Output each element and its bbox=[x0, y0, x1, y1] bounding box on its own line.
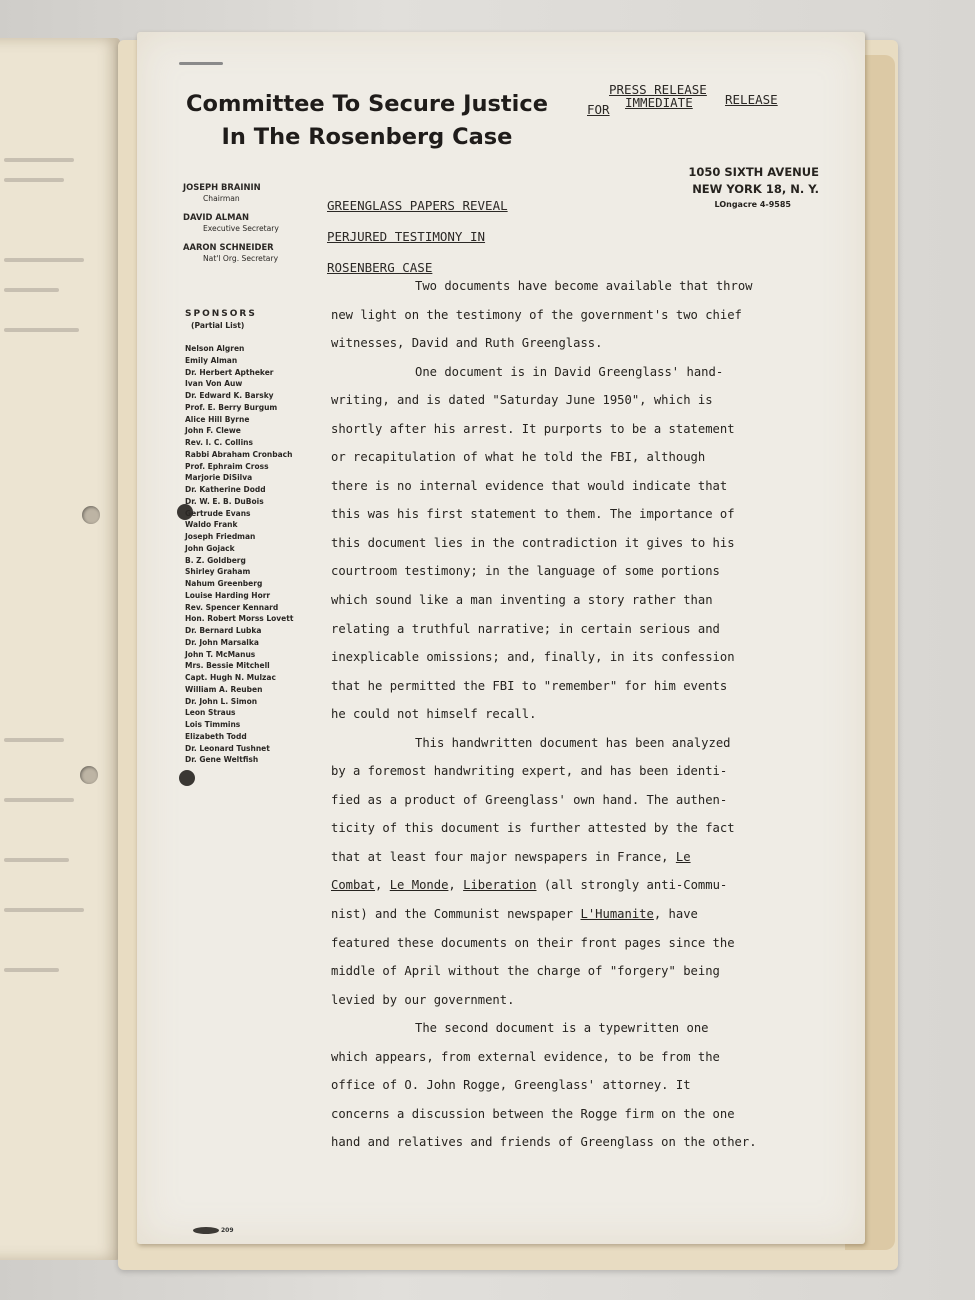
headline-text: PERJURED TESTIMONY IN bbox=[327, 229, 486, 244]
sponsor-list bbox=[185, 343, 315, 766]
faded-text-line bbox=[4, 178, 64, 182]
officer-name: JOSEPH BRAININ bbox=[183, 182, 261, 192]
press-release-release: RELEASE bbox=[725, 92, 778, 107]
press-release-stamp bbox=[583, 82, 783, 132]
punch-hole bbox=[82, 506, 100, 524]
body-line: featured these documents on their front pages since the bbox=[331, 935, 735, 950]
staple bbox=[179, 62, 223, 65]
press-release-immediate: IMMEDIATE bbox=[625, 95, 693, 110]
sponsor-name: Dr. Bernard Lubka bbox=[185, 626, 262, 635]
punch-hole bbox=[179, 770, 195, 786]
officer-role: Executive Secretary bbox=[203, 224, 279, 233]
body-line: there is no internal evidence that would indicate that bbox=[331, 478, 728, 493]
body-line: hand and relatives and friends of Greenglass on the other. bbox=[331, 1135, 757, 1150]
body-text-span: that at least four major newspapers in France, bbox=[331, 849, 669, 864]
organization-title-line2: In The Rosenberg Case bbox=[221, 124, 513, 150]
body-line: fied as a product of Greenglass' own hand. The authen- bbox=[331, 792, 728, 807]
faded-text-line bbox=[4, 288, 59, 292]
sponsor-name: Dr. W. E. B. DuBois bbox=[185, 496, 264, 506]
officer-role: Chairman bbox=[203, 194, 240, 203]
body-text-span: nist) and the Communist newspaper bbox=[331, 907, 574, 922]
newspaper-title: Liberation bbox=[463, 878, 537, 893]
body-line: office of O. John Rogge, Greenglass' attorney. It bbox=[331, 1078, 691, 1093]
sponsor-name: Alice Hill Byrne bbox=[185, 414, 250, 424]
body-text-span: , bbox=[448, 878, 456, 893]
body-line: witnesses, David and Ruth Greenglass. bbox=[331, 336, 603, 351]
sponsor-name: Hon. Robert Morss Lovett bbox=[185, 614, 294, 624]
sponsor-name: Lois Timmins bbox=[185, 720, 241, 729]
press-release-page bbox=[137, 32, 865, 1244]
headline-line bbox=[327, 227, 557, 258]
officer-entry bbox=[183, 212, 313, 234]
sponsor-name: William A. Reuben bbox=[185, 684, 263, 694]
faded-text-line bbox=[4, 738, 64, 742]
officer-entry bbox=[183, 242, 313, 264]
sponsor-name: Capt. Hugh N. Mulzac bbox=[185, 673, 276, 682]
facing-page bbox=[0, 38, 120, 1260]
headline-line bbox=[327, 196, 557, 227]
sponsor-name: Prof. E. Berry Burgum bbox=[185, 402, 278, 412]
address-block bbox=[683, 164, 819, 212]
sponsor-name: Dr. Katherine Dodd bbox=[185, 485, 266, 494]
address-city: NEW YORK 18, N. Y. bbox=[692, 182, 819, 196]
body-line: The second document is a typewritten one bbox=[415, 1021, 709, 1036]
sponsor-name: Louise Harding Horr bbox=[185, 590, 271, 600]
body-line: he could not himself recall. bbox=[331, 707, 537, 722]
officer-name: AARON SCHNEIDER bbox=[183, 242, 274, 252]
body-line: writing, and is dated "Saturday June 1950", which is bbox=[331, 393, 713, 408]
sponsor-name: Leon Straus bbox=[185, 708, 236, 718]
body-text-span: , have bbox=[653, 907, 698, 922]
sponsor-name: Dr. John L. Simon bbox=[185, 696, 258, 706]
headline-text: GREENGLASS PAPERS REVEAL bbox=[327, 198, 508, 213]
body-line bbox=[331, 843, 811, 872]
officer-role: Nat'l Org. Secretary bbox=[203, 254, 279, 263]
faded-text-line bbox=[4, 908, 84, 912]
faded-text-line bbox=[4, 258, 84, 262]
faded-text-line bbox=[4, 968, 59, 972]
sponsor-name: Waldo Frank bbox=[185, 520, 238, 530]
sponsor-name: Rabbi Abraham Cronbach bbox=[185, 449, 293, 459]
body-line: Two documents have become available that throw bbox=[415, 279, 753, 293]
body-text bbox=[331, 272, 811, 1157]
sponsor-name: Prof. Ephraim Cross bbox=[185, 461, 269, 471]
sponsor-name: Nelson Algren bbox=[185, 344, 245, 353]
sponsor-name: Dr. Gene Weltfish bbox=[185, 755, 259, 765]
faded-text-line bbox=[4, 158, 74, 162]
sponsor-name: Shirley Graham bbox=[185, 567, 251, 577]
printer-number: 209 bbox=[221, 1227, 234, 1234]
body-line: new light on the testimony of the government's two chief bbox=[331, 307, 742, 322]
sponsors-heading: SPONSORS bbox=[185, 309, 257, 319]
punch-hole bbox=[80, 766, 98, 784]
body-text-span: , bbox=[375, 878, 383, 893]
newspaper-title: L'Humanite bbox=[580, 907, 654, 922]
body-line: this was his first statement to them. The importance of bbox=[331, 507, 735, 522]
newspaper-title: Combat bbox=[331, 878, 376, 893]
body-line: concerns a discussion between the Rogge firm on the one bbox=[331, 1106, 735, 1121]
sponsor-name: Dr. Herbert Aptheker bbox=[185, 367, 274, 377]
address-phone: LOngacre 4-9585 bbox=[714, 200, 791, 209]
sponsor-name: Dr. John Marsalka bbox=[185, 637, 259, 647]
organization-title bbox=[167, 88, 567, 154]
body-line: This handwritten document has been analyzed bbox=[415, 735, 731, 750]
body-line: ticity of this document is further attested by the fact bbox=[331, 821, 735, 836]
body-line: One document is in David Greenglass' hand- bbox=[415, 364, 724, 379]
body-line bbox=[331, 900, 811, 929]
body-line: which sound like a man inventing a story rather than bbox=[331, 593, 713, 608]
faded-text-line bbox=[4, 798, 74, 802]
faded-text-line bbox=[4, 328, 79, 332]
sponsor-name: John F. Clewe bbox=[185, 426, 241, 436]
body-line: this document lies in the contradiction it gives to his bbox=[331, 535, 735, 550]
press-release-for: FOR bbox=[587, 102, 610, 117]
body-line: or recapitulation of what he told the FBI, although bbox=[331, 450, 706, 465]
newspaper-title: Le Monde bbox=[389, 878, 449, 893]
body-line: relating a truthful narrative; in certain serious and bbox=[331, 621, 720, 636]
organization-title-line1: Committee To Secure Justice bbox=[186, 91, 548, 117]
body-line: which appears, from external evidence, to be from the bbox=[331, 1049, 720, 1064]
sponsor-name: Dr. Edward K. Barsky bbox=[185, 391, 274, 400]
officer-name: DAVID ALMAN bbox=[183, 212, 249, 222]
officers-list bbox=[183, 182, 313, 272]
sponsor-name: John T. McManus bbox=[185, 649, 256, 659]
body-line bbox=[331, 871, 811, 900]
body-line: shortly after his arrest. It purports to be a statement bbox=[331, 421, 735, 436]
body-line: that he permitted the FBI to "remember" for him events bbox=[331, 678, 728, 693]
body-line: inexplicable omissions; and, finally, in its confession bbox=[331, 650, 735, 665]
sponsor-name: Mrs. Bessie Mitchell bbox=[185, 661, 270, 671]
body-line: by a foremost handwriting expert, and has been identi- bbox=[331, 764, 728, 779]
sponsor-name: Elizabeth Todd bbox=[185, 731, 247, 741]
sponsor-name: Ivan Von Auw bbox=[185, 379, 243, 389]
sponsor-name: Emily Alman bbox=[185, 355, 238, 365]
sponsor-name: Dr. Leonard Tushnet bbox=[185, 743, 270, 753]
headline-text: ROSENBERG CASE bbox=[327, 260, 433, 275]
body-line: middle of April without the charge of "forgery" being bbox=[331, 964, 720, 979]
sponsor-name: Marjorie DiSilva bbox=[185, 473, 253, 483]
union-bug-icon bbox=[193, 1227, 219, 1234]
sponsor-name: John Gojack bbox=[185, 543, 235, 553]
sponsors-section bbox=[185, 308, 315, 766]
sponsor-name: Rev. Spencer Kennard bbox=[185, 602, 279, 612]
sponsor-name: B. Z. Goldberg bbox=[185, 555, 246, 565]
sponsors-subheading: (Partial List) bbox=[191, 321, 245, 330]
press-release-label: PRESS RELEASE bbox=[609, 82, 707, 97]
address-street: 1050 SIXTH AVENUE bbox=[688, 165, 819, 179]
union-printer-mark bbox=[193, 1227, 243, 1237]
body-text-span: (all strongly anti-Commu- bbox=[543, 878, 728, 893]
officer-entry bbox=[183, 182, 313, 204]
sponsor-name: Joseph Friedman bbox=[185, 532, 256, 541]
sponsor-name: Rev. I. C. Collins bbox=[185, 438, 253, 447]
faded-text-line bbox=[4, 858, 69, 862]
sponsor-name: Gertrude Evans bbox=[185, 508, 251, 518]
body-line: courtroom testimony; in the language of some portions bbox=[331, 564, 720, 579]
newspaper-title: Le bbox=[675, 849, 691, 864]
sponsor-name: Nahum Greenberg bbox=[185, 579, 263, 588]
body-line: levied by our government. bbox=[331, 992, 515, 1007]
